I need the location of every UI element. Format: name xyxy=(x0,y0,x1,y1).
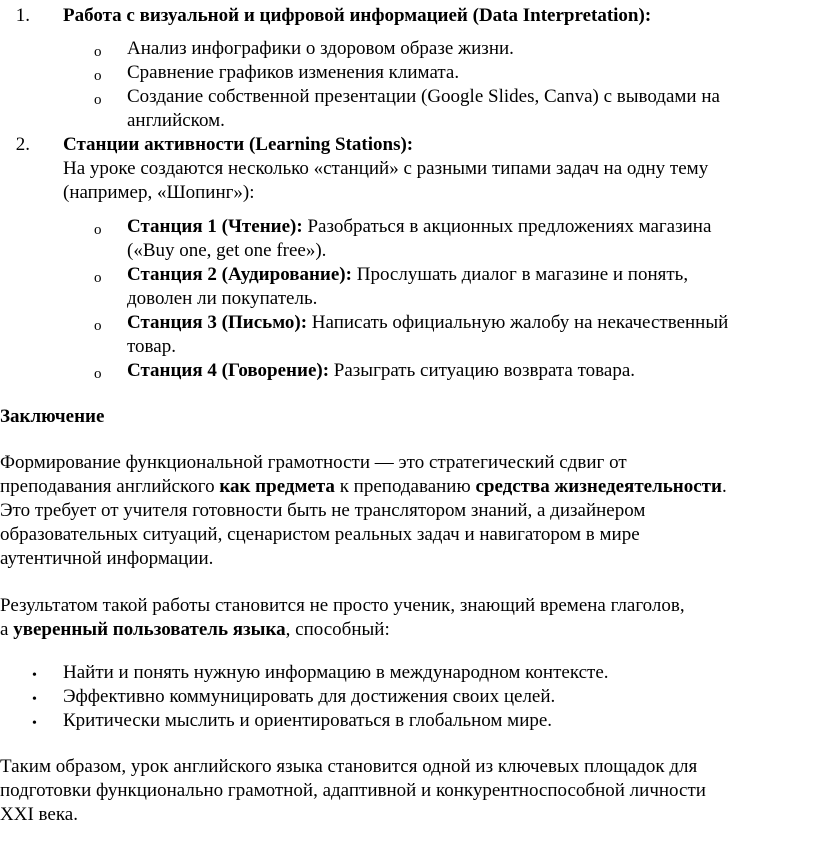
station-item-3-cont: товар. xyxy=(127,336,176,357)
list-number-1: 1. xyxy=(15,5,30,26)
paragraph-line: образовательных ситуаций, сценаристом реальных задач и навигатором в мире xyxy=(0,524,640,545)
station-item-3: Станция 3 (Письмо): Написать официальную жалобу на некачественный xyxy=(127,312,729,333)
bullet-item: Эффективно коммуницировать для достижения своих целей. xyxy=(63,686,556,707)
station-item-4: Станция 4 (Говорение): Разыграть ситуацию возврата товара. xyxy=(127,360,636,381)
dot-bullet-icon: • xyxy=(32,716,37,731)
circle-bullet-icon: o xyxy=(94,222,102,238)
list-title-2: Станции активности (Learning Stations): xyxy=(63,134,414,155)
list-description: На уроке создаются несколько «станций» с разными типами задач на одну тему xyxy=(63,158,709,179)
circle-bullet-icon: o xyxy=(94,68,102,84)
paragraph-line: XXI века. xyxy=(0,804,78,825)
list-description: (например, «Шопинг»): xyxy=(63,182,255,203)
station-item-2-cont: доволен ли покупатель. xyxy=(127,288,318,309)
paragraph-line: аутентичной информации. xyxy=(0,548,214,569)
paragraph-line: а уверенный пользователь языка, способный: xyxy=(0,619,390,640)
station-item-1-cont: («Buy one, get one free»). xyxy=(127,240,327,261)
paragraph-line: преподавания английского как предмета к преподаванию средства жизнедеятельности. xyxy=(0,476,727,497)
bullet-item: Критически мыслить и ориентироваться в глобальном мире. xyxy=(63,710,553,731)
list-title-1: Работа с визуальной и цифровой информацией (Data Interpretation): xyxy=(63,5,652,26)
dot-bullet-icon: • xyxy=(32,692,37,707)
circle-bullet-icon: o xyxy=(94,44,102,60)
circle-bullet-icon: o xyxy=(94,318,102,334)
list-item: Анализ инфографики о здоровом образе жизни. xyxy=(127,38,514,59)
list-number-2: 2. xyxy=(15,134,30,155)
circle-bullet-icon: o xyxy=(94,366,102,382)
station-item-2: Станция 2 (Аудирование): Прослушать диалог в магазине и понять, xyxy=(127,264,689,285)
paragraph-line: Формирование функциональной грамотности — это стратегический сдвиг от xyxy=(0,452,627,473)
station-item-1: Станция 1 (Чтение): Разобраться в акционных предложениях магазина xyxy=(127,216,712,237)
paragraph-line: Результатом такой работы становится не просто ученик, знающий времена глаголов, xyxy=(0,595,685,616)
dot-bullet-icon: • xyxy=(32,668,37,683)
list-item: Сравнение графиков изменения климата. xyxy=(127,62,460,83)
bullet-item: Найти и понять нужную информацию в международном контексте. xyxy=(63,662,609,683)
paragraph-line: Таким образом, урок английского языка становится одной из ключевых площадок для xyxy=(0,756,698,777)
circle-bullet-icon: o xyxy=(94,270,102,286)
paragraph-line: подготовки функционально грамотной, адаптивной и конкурентноспособной личности xyxy=(0,780,706,801)
circle-bullet-icon: o xyxy=(94,92,102,108)
section-heading: Заключение xyxy=(0,406,105,427)
list-item-continuation: английском. xyxy=(127,110,225,131)
paragraph-line: Это требует от учителя готовности быть не транслятором знаний, а дизайнером xyxy=(0,500,646,521)
list-item: Создание собственной презентации (Google Slides, Canva) с выводами на xyxy=(127,86,720,107)
